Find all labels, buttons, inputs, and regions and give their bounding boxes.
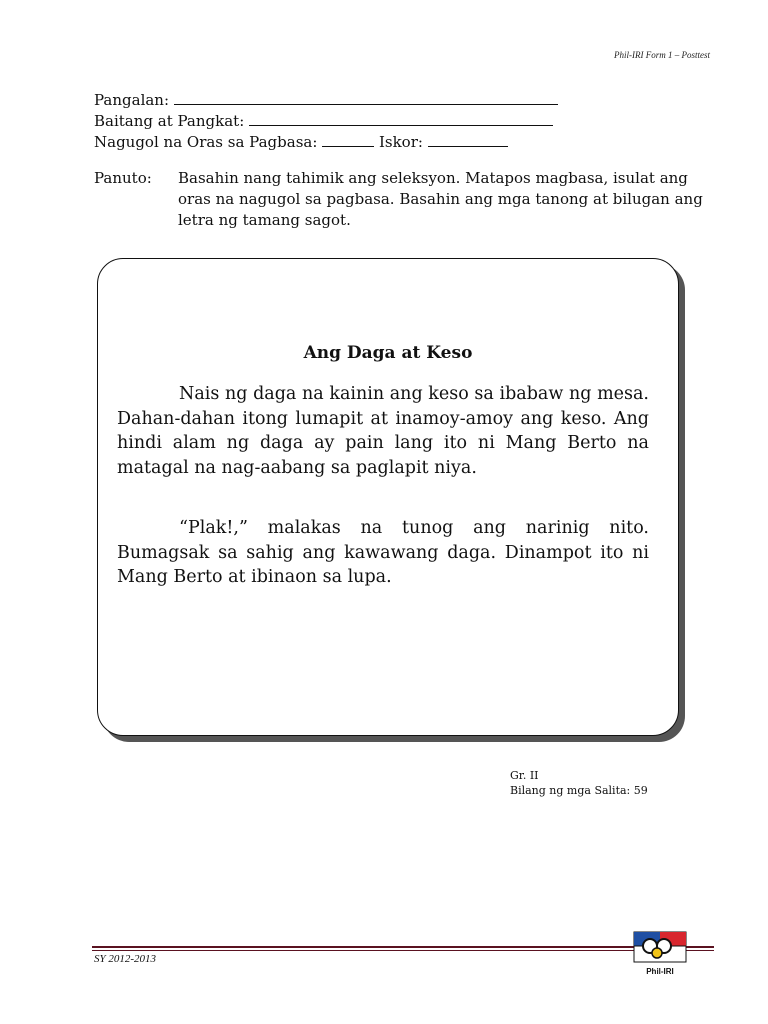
reading-time-label: Nagugol na Oras sa Pagbasa: — [94, 133, 318, 151]
grade-section-label: Baitang at Pangkat: — [94, 112, 245, 130]
name-label: Pangalan: — [94, 91, 170, 109]
story-meta — [510, 768, 648, 798]
logo-text: Phil-IRI — [646, 967, 674, 976]
footer-rule — [92, 946, 714, 948]
phil-iri-logo — [632, 926, 688, 976]
score-label: Iskor: — [378, 133, 423, 151]
story-paragraph-1: Nais ng daga na kainin ang keso sa ibabaw ng mesa. Dahan-dahan itong lumapit at inamoy-amoy ang keso. Ang hindi alam ng daga ay pain lang ito ni Mang Berto na matagal na nag-aabang sa paglapit niya. — [117, 384, 649, 478]
instructions-label: Panuto: — [94, 169, 152, 187]
footer-rule-thin — [92, 950, 714, 951]
reading-time-field[interactable] — [94, 132, 558, 153]
student-fields — [94, 90, 558, 153]
story-paragraph-2: “Plak!,” malakas na tunog ang narinig nito. Bumagsak sa sahig ang kawawang daga. Dinampot ito ni Mang Berto at ibinaon sa lupa. — [117, 518, 649, 587]
grade-section-field[interactable] — [94, 111, 558, 132]
form-label: Phil-IRI Form 1 – Posttest — [614, 50, 710, 60]
grade-section-blank[interactable] — [249, 111, 553, 126]
story-box — [97, 258, 679, 736]
school-year: SY 2012-2013 — [94, 953, 157, 965]
name-blank[interactable] — [174, 90, 558, 105]
reading-time-blank[interactable] — [322, 132, 374, 147]
grade-level: Gr. II — [510, 769, 539, 782]
story-title: Ang Daga at Keso — [303, 343, 473, 363]
instructions-text: Basahin nang tahimik ang seleksyon. Matapos magbasa, isulat ang oras na nagugol sa pagbasa. Basahin ang mga tanong at bilugan ang letra ng tamang sagot. — [178, 169, 703, 229]
phil-iri-logo-icon — [632, 926, 688, 966]
name-field[interactable] — [94, 90, 558, 111]
score-blank[interactable] — [428, 132, 508, 147]
word-count: Bilang ng mga Salita: 59 — [510, 784, 648, 797]
